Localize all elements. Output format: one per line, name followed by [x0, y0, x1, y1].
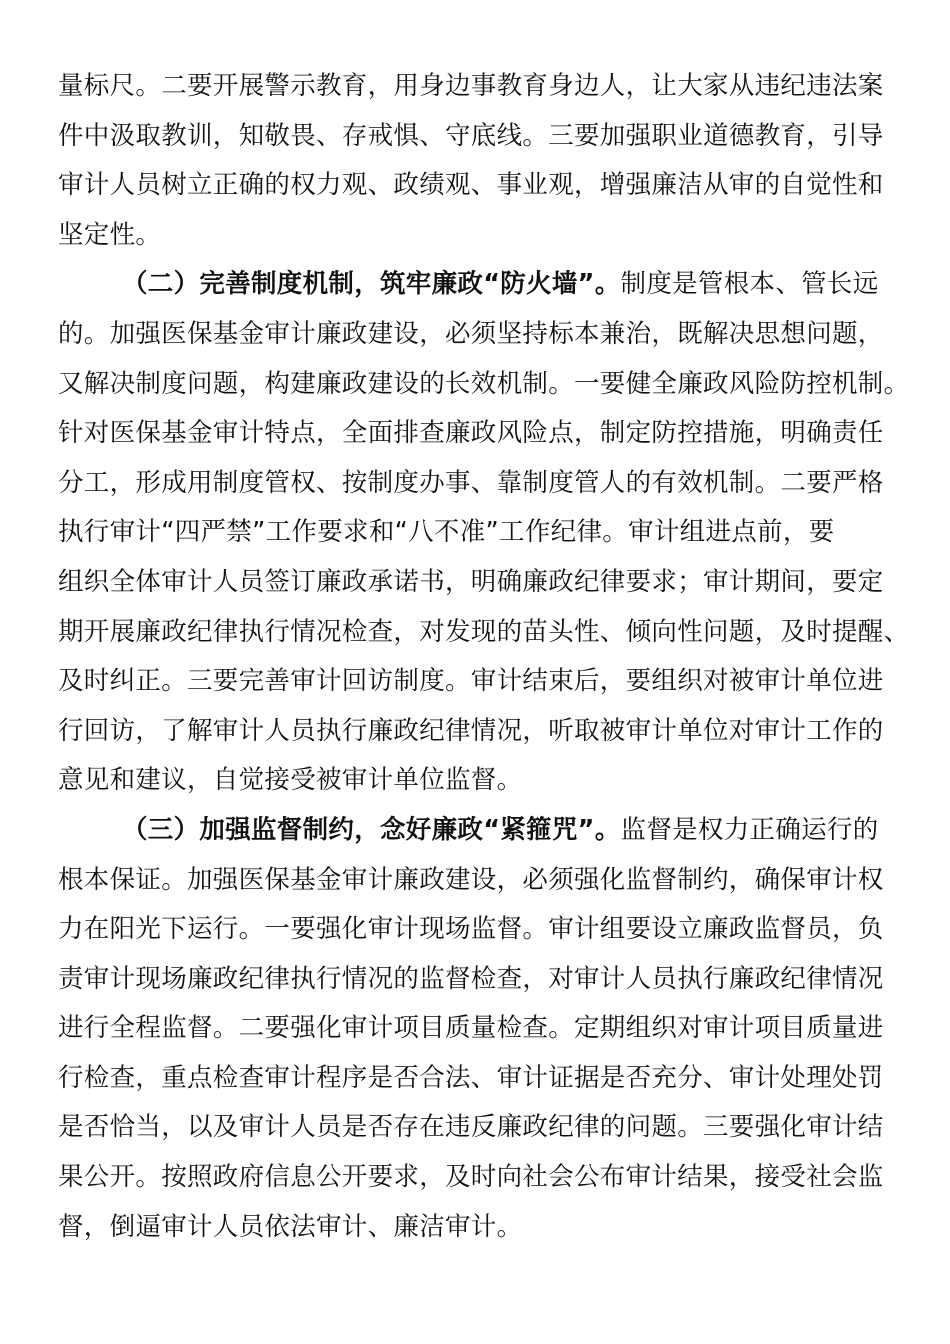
text-line: 根本保证。加强医保基金审计廉政建设，必须强化监督制约，确保审计权 [58, 864, 884, 895]
text-line: 责审计现场廉政纪律执行情况的监督检查，对审计人员执行廉政纪律情况 [58, 963, 884, 994]
text-line: 的。加强医保基金审计廉政建设，必须坚持标本兼治，既解决思想问题， [58, 318, 884, 349]
text-line: 执行审计“四严禁”工作要求和“八不准”工作纪律。审计组进点前，要 [58, 517, 835, 548]
paragraph-3 [58, 806, 884, 1252]
text-line: 分工，形成用制度管权、按制度办事、靠制度管人的有效机制。二要严格 [58, 467, 884, 498]
paragraph-3-first-line [58, 806, 880, 856]
document-page [58, 62, 910, 1252]
paragraph-1 [58, 62, 884, 260]
text-line: 针对医保基金审计特点，全面排查廉政风险点，制定防控措施，明确责任 [58, 418, 884, 449]
text-line: 果公开。按照政府信息公开要求，及时向社会公布审计结果，接受社会监 [58, 1162, 884, 1193]
text-line: 行回访，了解审计人员执行廉政纪律情况，听取被审计单位对审计工作的 [58, 715, 884, 746]
text-line: 及时纠正。三要完善审计回访制度。审计结束后，要组织对被审计单位进 [58, 666, 884, 697]
text-run: 制度是管根本、管长远 [620, 269, 879, 300]
text-line: 坚定性。 [58, 219, 162, 250]
text-line: 件中汲取教训，知敬畏、存戒惧、守底线。三要加强职业道德教育，引导 [58, 120, 884, 151]
text-line: 期开展廉政纪律执行情况检查，对发现的苗头性、倾向性问题，及时提醒、 [58, 616, 910, 647]
text-line: 督，倒逼审计人员依法审计、廉洁审计。 [58, 1211, 523, 1242]
text-line: 行检查，重点检查审计程序是否合法、审计证据是否充分、审计处理处罚 [58, 1062, 884, 1093]
text-line: 是否恰当，以及审计人员是否存在违反廉政纪律的问题。三要强化审计结 [58, 1112, 884, 1143]
text-line: 力在阳光下运行。一要强化审计现场监督。审计组要设立廉政监督员，负 [58, 914, 884, 945]
section-heading-2: （二）完善制度机制，筑牢廉政“防火墙”。 [122, 269, 621, 300]
paragraph-2-first-line [58, 260, 880, 310]
text-line: 组织全体审计人员签订廉政承诺书，明确廉政纪律要求；审计期间，要定 [58, 566, 884, 597]
text-line: 进行全程监督。二要强化审计项目质量检查。定期组织对审计项目质量进 [58, 1013, 884, 1044]
text-line: 审计人员树立正确的权力观、政绩观、事业观，增强廉洁从审的自觉性和 [58, 170, 884, 201]
text-line: 意见和建议，自觉接受被审计单位监督。 [58, 765, 523, 796]
text-run: 监督是权力正确运行的 [620, 814, 879, 845]
text-line: 又解决制度问题，构建廉政建设的长效机制。一要健全廉政风险防控机制。 [58, 368, 910, 399]
paragraph-2 [58, 260, 910, 806]
text-line: 量标尺。二要开展警示教育，用身边事教育身边人，让大家从违纪违法案 [58, 71, 884, 101]
section-heading-3: （三）加强监督制约，念好廉政“紧箍咒”。 [122, 814, 621, 845]
